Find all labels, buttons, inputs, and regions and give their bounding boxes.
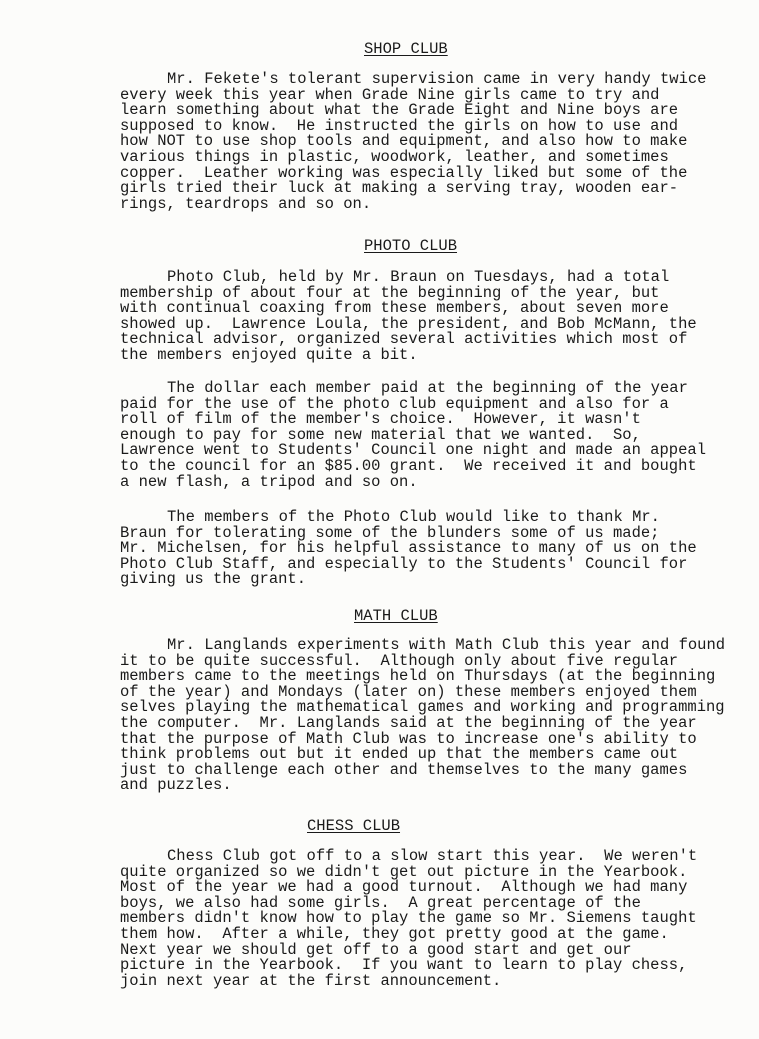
text-line: members came to the meetings held on Thursdays (at the beginning — [120, 667, 716, 686]
text-line: Mr. Langlands experiments with Math Club this year and found — [167, 636, 726, 654]
section-heading-chess-club: CHESS CLUB — [307, 817, 401, 835]
section-heading-math-club: MATH CLUB — [354, 607, 438, 625]
text-line: various things in plastic, woodwork, leather, and sometimes — [120, 147, 669, 166]
text-line: a new flash, a tripod and so on. — [120, 472, 418, 491]
text-line: showed up. Lawrence Loula, the president, and Bob McMann, the — [120, 314, 697, 333]
text-line: think problems out but it ended up that the members came out — [120, 745, 679, 764]
text-line: Braun for tolerating some of the blunders some of us made; — [120, 523, 660, 542]
text-line: just to challenge each other and themselves to the many games — [120, 760, 688, 779]
text-line: Mr. Fekete's tolerant supervision came in very handy twice — [167, 70, 707, 88]
photo-club-paragraph-2 — [120, 381, 750, 490]
chess-club-paragraph — [120, 849, 750, 989]
text-line: paid for the use of the photo club equipment and also for a — [120, 394, 669, 413]
text-line: picture in the Yearbook. If you want to learn to play chess, — [120, 956, 688, 975]
text-line: Mr. Michelsen, for his helpful assistance to many of us on the — [120, 539, 697, 558]
photo-club-paragraph-1 — [120, 270, 750, 364]
text-line: technical advisor, organized several activities which most of — [120, 330, 688, 349]
text-line: The members of the Photo Club would like to thank Mr. — [167, 508, 660, 526]
text-line: how NOT to use shop tools and equipment, and also how to make — [120, 132, 688, 151]
text-line: and puzzles. — [120, 776, 232, 795]
text-line: Most of the year we had a good turnout. Although we had many — [120, 878, 688, 897]
text-line: them how. After a while, they got pretty good at the game. — [120, 924, 669, 943]
math-club-paragraph — [120, 638, 750, 794]
text-line: copper. Leather working was especially liked but some of the — [120, 163, 688, 182]
text-line: with continual coaxing from these members, about seven more — [120, 299, 669, 318]
text-line: Photo Club Staff, and especially to the Students' Council for — [120, 554, 688, 573]
text-line: boys, we also had some girls. A great percentage of the — [120, 893, 641, 912]
text-line: learn something about what the Grade Eight and Nine boys are — [120, 101, 679, 120]
text-line: Chess Club got off to a slow start this year. We weren't — [167, 847, 698, 865]
text-line: selves playing the mathematical games and working and programming — [120, 698, 725, 717]
text-line: enough to pay for some new material that we wanted. So, — [120, 425, 641, 444]
photo-club-paragraph-3 — [120, 510, 750, 588]
section-heading-photo-club: PHOTO CLUB — [364, 237, 458, 255]
text-line: membership of about four at the beginning of the year, but — [120, 283, 660, 302]
text-line: that the purpose of Math Club was to increase one's ability to — [120, 729, 697, 748]
text-line: the members enjoyed quite a bit. — [120, 345, 418, 364]
text-line: The dollar each member paid at the beginning of the year — [167, 379, 688, 397]
text-line: to the council for an $85.00 grant. We received it and bought — [120, 456, 697, 475]
section-heading-shop-club: SHOP CLUB — [364, 40, 448, 58]
text-line: supposed to know. He instructed the girls on how to use and — [120, 116, 679, 135]
text-line: Lawrence went to Students' Council one night and made an appeal — [120, 441, 706, 460]
text-line: every week this year when Grade Nine girls came to try and — [120, 85, 660, 104]
text-line: Photo Club, held by Mr. Braun on Tuesdays, had a total — [167, 268, 670, 286]
text-line: it to be quite successful. Although only about five regular — [120, 651, 679, 670]
text-line: quite organized so we didn't get out picture in the Yearbook. — [120, 862, 688, 881]
text-line: girls tried their luck at making a serving tray, wooden ear- — [120, 179, 679, 198]
text-line: rings, teardrops and so on. — [120, 194, 372, 213]
text-line: join next year at the first announcement. — [120, 971, 502, 990]
text-line: roll of film of the member's choice. However, it wasn't — [120, 410, 641, 429]
shop-club-paragraph — [120, 72, 750, 212]
text-line: Next year we should get off to a good start and get our — [120, 940, 632, 959]
text-line: of the year) and Mondays (later on) these members enjoyed them — [120, 682, 697, 701]
text-line: giving us the grant. — [120, 570, 307, 589]
text-line: the computer. Mr. Langlands said at the beginning of the year — [120, 713, 697, 732]
text-line: members didn't know how to play the game so Mr. Siemens taught — [120, 909, 697, 928]
